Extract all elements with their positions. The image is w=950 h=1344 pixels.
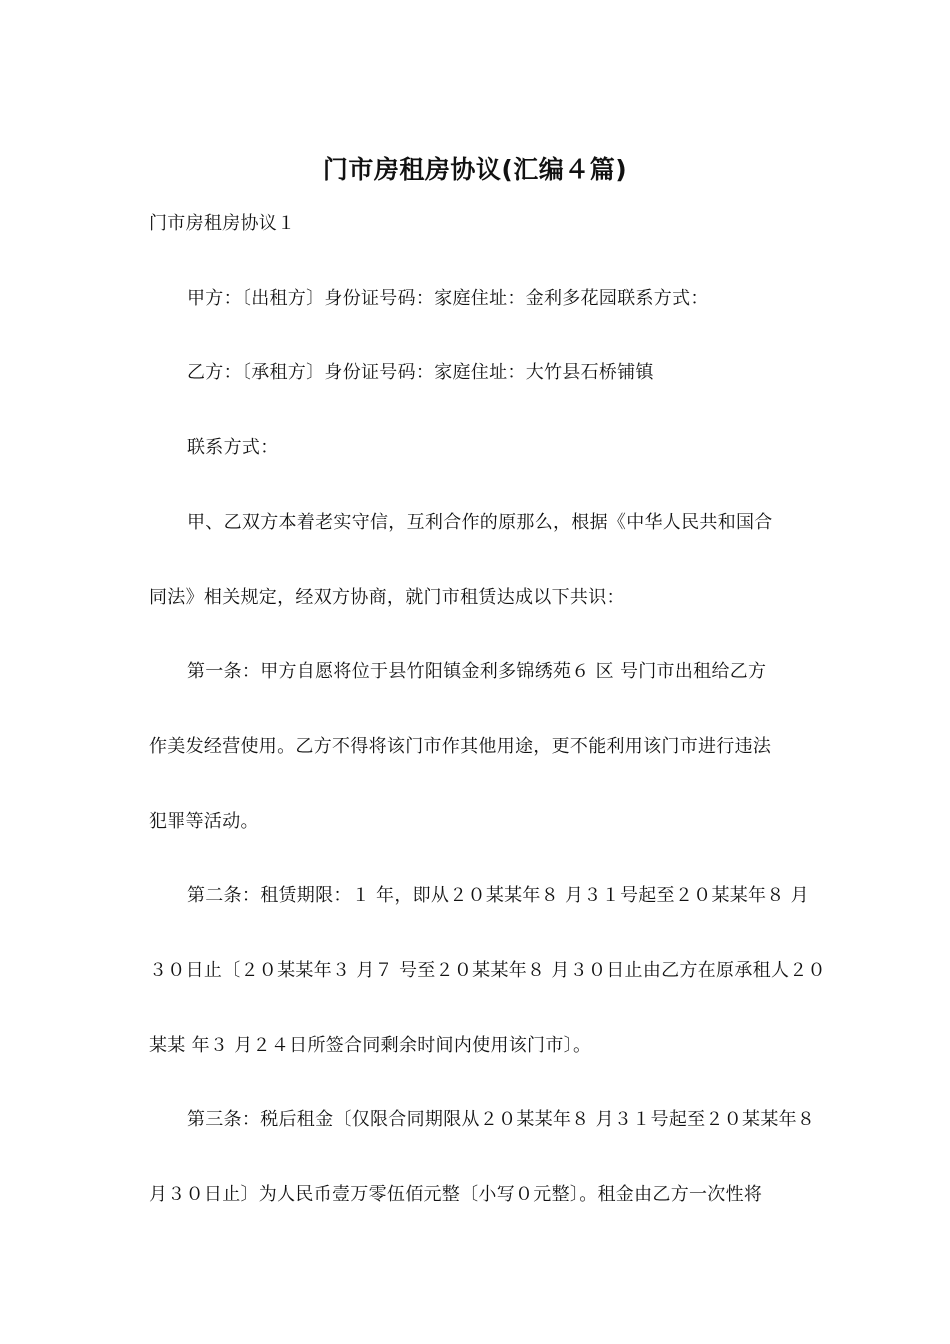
paragraph-line: 犯罪等活动。 (149, 811, 259, 832)
party-b-line: 乙方：〔承租方〕身份证号码：家庭住址：大竹县石桥铺镇 (187, 362, 654, 383)
party-a-line: 甲方：〔出租方〕身份证号码：家庭住址：金利多花园联系方式： (187, 288, 709, 309)
contact-line: 联系方式： (187, 437, 279, 458)
paragraph-line: 同法》相关规定，经双方协商，就门市租赁达成以下共识： (149, 587, 625, 608)
paragraph-line: 第三条：税后租金〔仅限合同期限从２０某某年８ 月３１号起至２０某某年８ (187, 1109, 816, 1130)
paragraph-line: 月３０日止〕为人民币壹万零伍佰元整〔小写０元整〕。租金由乙方一次性将 (149, 1184, 763, 1205)
document-title: 门市房租房协议(汇编４篇) (322, 155, 628, 184)
paragraph-line: 第二条：租赁期限：１ 年，即从２０某某年８ 月３１号起至２０某某年８ 月 (187, 885, 809, 906)
section-heading: 门市房租房协议１ (149, 213, 296, 234)
paragraph-line: ３０日止〔２０某某年３ 月７ 号至２０某某年８ 月３０日止由乙方在原承租人２０ (149, 960, 826, 981)
paragraph-line: 第一条：甲方自愿将位于县竹阳镇金利多锦绣苑６ 区 号门市出租给乙方 (187, 661, 767, 682)
paragraph-line: 某某 年３ 月２４日所签合同剩余时间内使用该门市〕。 (149, 1035, 592, 1056)
paragraph-line: 作美发经营使用。乙方不得将该门市作其他用途，更不能利用该门市进行违法 (149, 736, 772, 757)
paragraph-line: 甲、乙双方本着老实守信，互利合作的原那么，根据《中华人民共和国合 (187, 512, 773, 533)
